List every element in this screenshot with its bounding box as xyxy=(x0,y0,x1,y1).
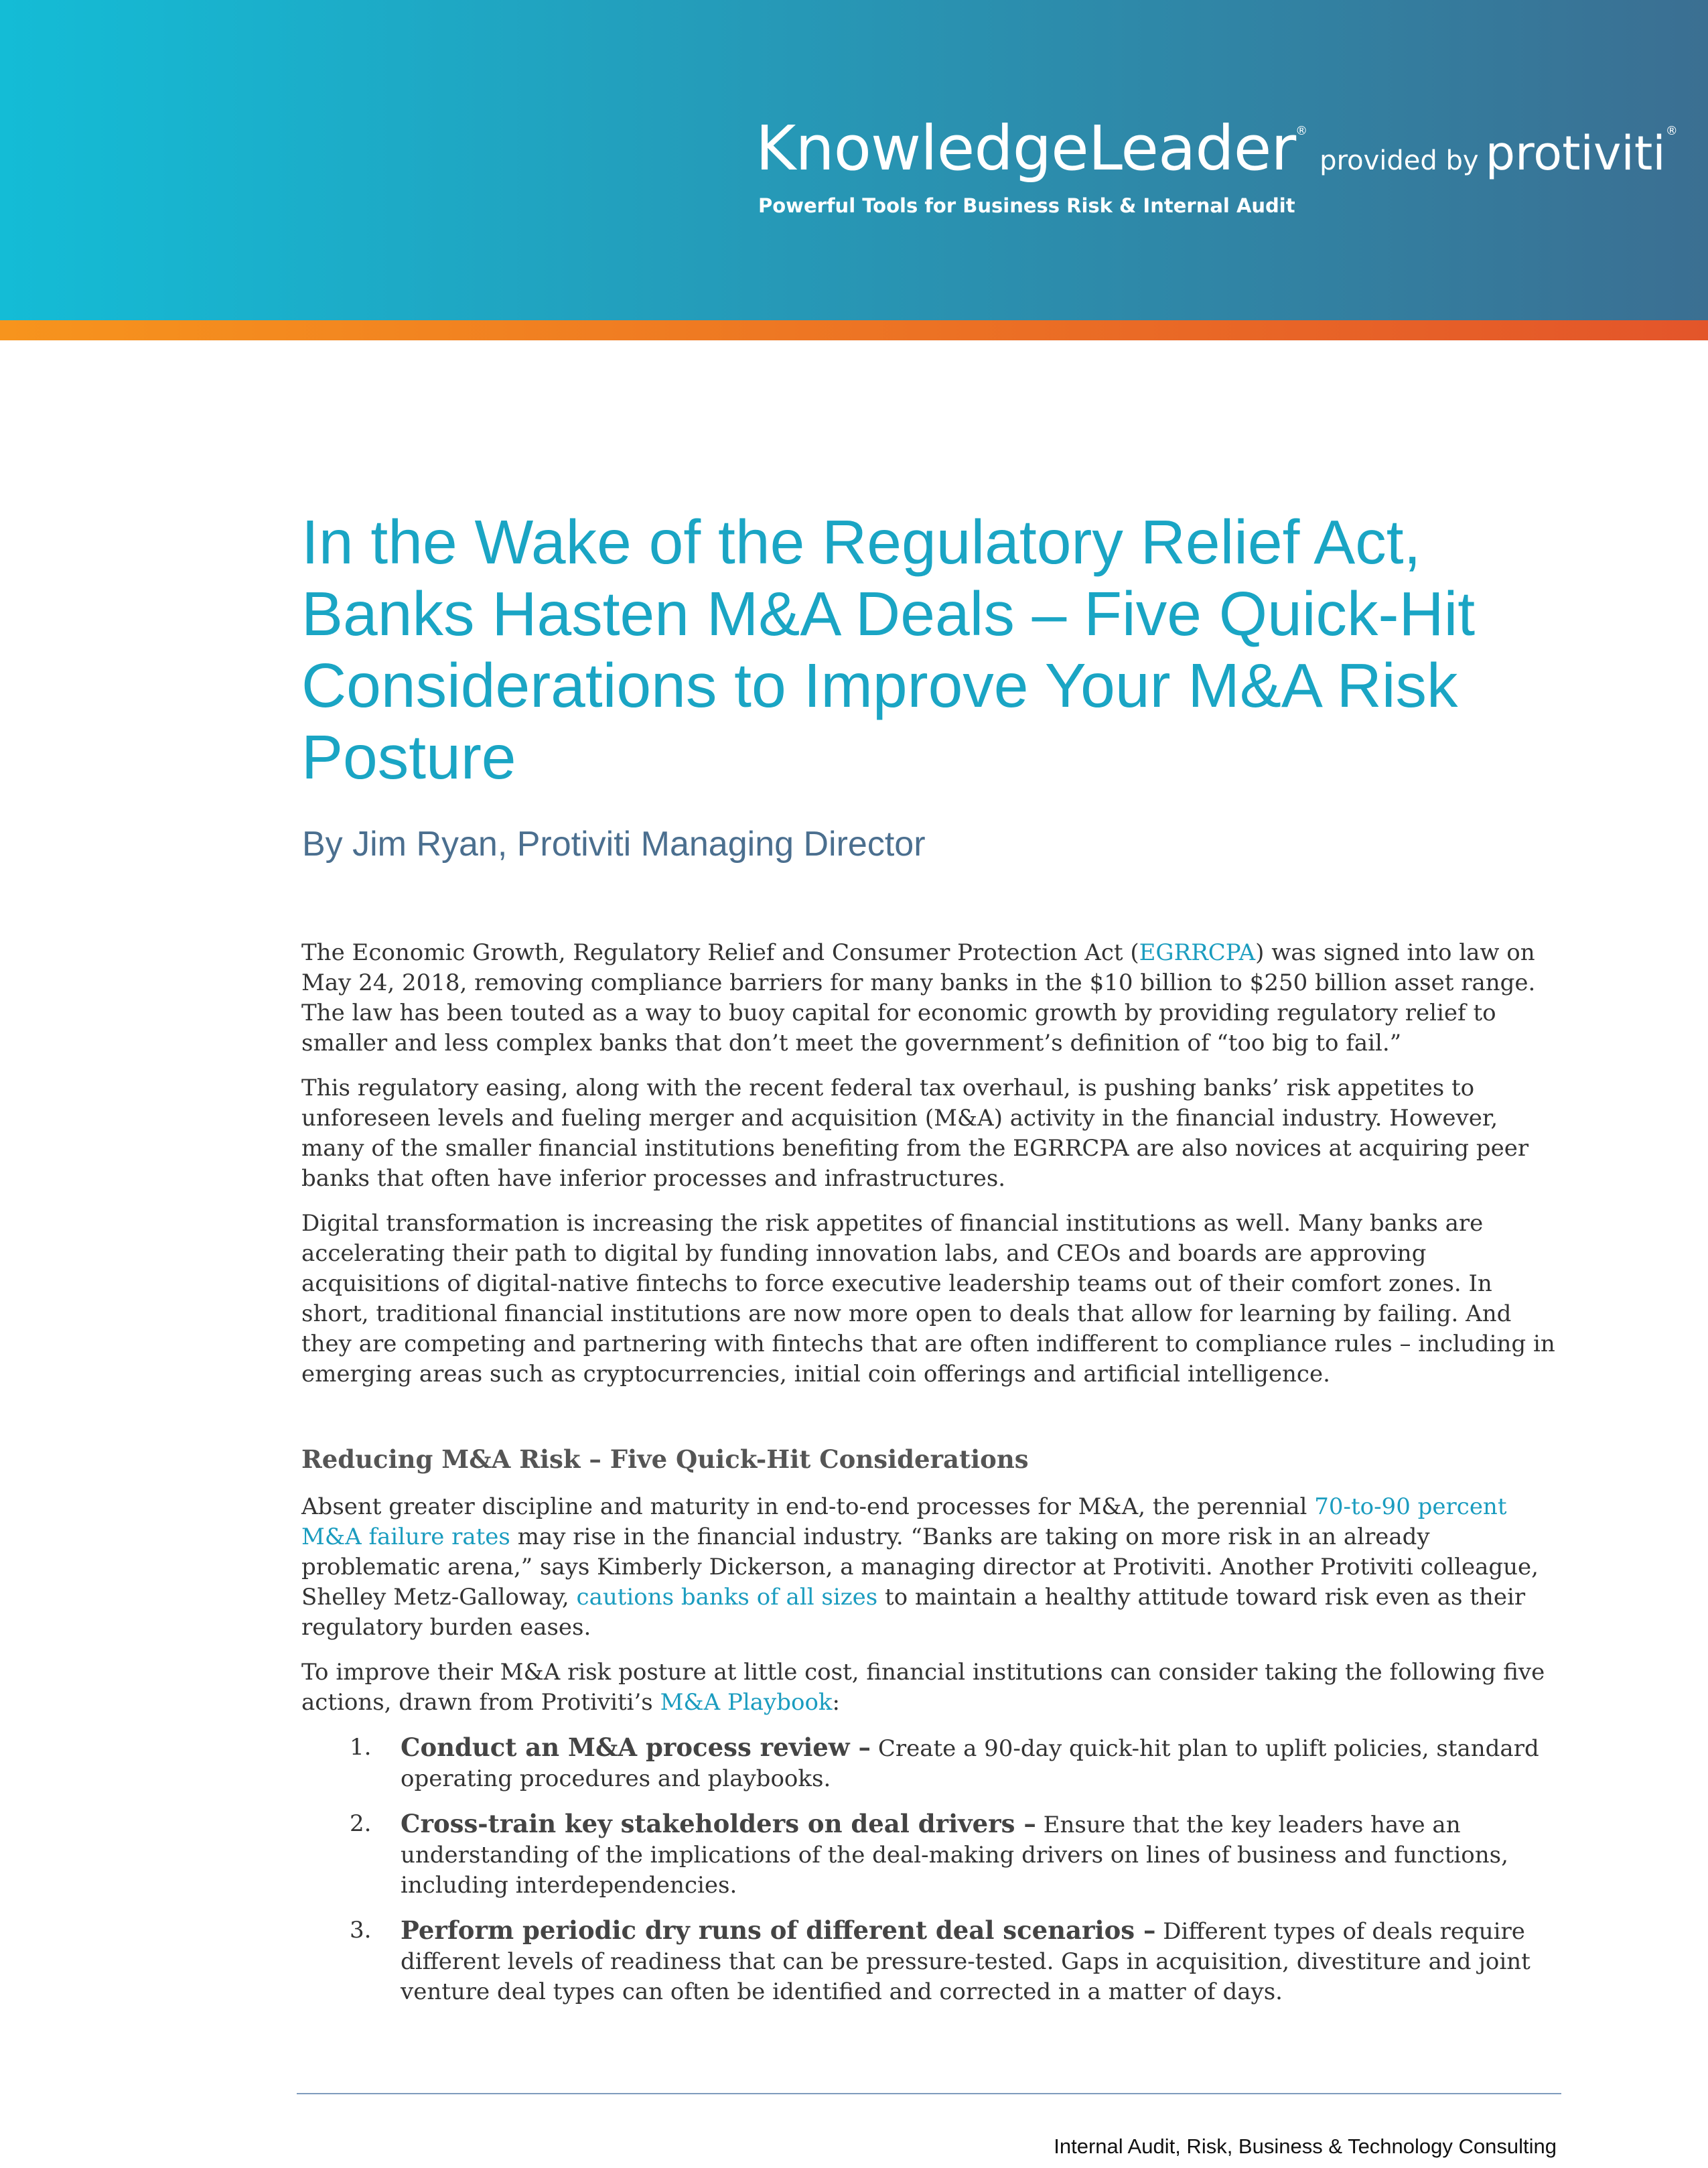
section-heading: Reducing M&A Risk – Five Quick-Hit Considerations xyxy=(301,1444,1029,1474)
failure-rates-link[interactable]: 70-to-90 percent M&A failure rates xyxy=(301,1493,1507,1550)
header-accent-stripe xyxy=(0,320,1708,340)
list-item-lead: Perform periodic dry runs of different deal scenarios – xyxy=(401,1915,1156,1945)
list-item xyxy=(301,1915,1561,2007)
actions-list xyxy=(301,1733,1561,2007)
company-name: protiviti xyxy=(1485,126,1666,181)
paragraph-text: The Economic Growth, Regulatory Relief and Consumer Protection Act ( xyxy=(301,939,1139,966)
list-number: 3. xyxy=(350,1917,372,1944)
list-item xyxy=(301,1809,1561,1901)
list-item-lead: Cross-train key stakeholders on deal drivers – xyxy=(401,1809,1036,1838)
list-item-text: Different types of deals require different levels of readiness that can be pressure-tested. Gaps in acquisition, divestiture and joint venture deal types can often be identified and corrected in a matter of days. xyxy=(401,1918,1531,2005)
footer-divider xyxy=(297,2093,1561,2094)
paragraph-regulatory-easing: This regulatory easing, along with the recent federal tax overhaul, is pushing banks’ risk appetites to unforeseen levels and fueling merger and acquisition (M&A) activity in the financial industry. However, many of the smaller financial institutions benefiting from the EGRRCPA are also novices at acquiring peer banks that often have inferior processes and infrastructures. xyxy=(301,1075,1529,1192)
paragraph-text: To improve their M&A risk posture at little cost, financial institutions can consider taking the following five actions, drawn from Protiviti’s xyxy=(301,1659,1545,1716)
article-title: In the Wake of the Regulatory Relief Act, Banks Hasten M&A Deals – Five Quick-Hit Considerations to Improve Your M&A Risk Posture xyxy=(301,507,1476,792)
paragraph-intro xyxy=(301,938,1561,1059)
paragraph-five-actions xyxy=(301,1657,1561,1718)
paragraph-text: Absent greater discipline and maturity in end-to-end processes for M&A, the perennial xyxy=(301,1493,1315,1520)
article-body xyxy=(301,938,1561,2022)
provided-by-label: provided by xyxy=(1320,145,1479,176)
list-item-text: Create a 90-day quick-hit plan to uplift policies, standard operating procedures and playbooks. xyxy=(401,1735,1539,1792)
ma-playbook-link[interactable]: M&A Playbook xyxy=(660,1689,833,1716)
paragraph-text: : xyxy=(832,1689,841,1716)
footer-text: Internal Audit, Risk, Business & Technology Consulting xyxy=(1054,2135,1557,2158)
brand-registered-mark: ® xyxy=(1295,124,1308,138)
list-number: 2. xyxy=(350,1810,372,1837)
list-number: 1. xyxy=(350,1734,372,1761)
article-byline: By Jim Ryan, Protiviti Managing Director xyxy=(302,825,926,864)
brand-name: KnowledgeLeader xyxy=(756,113,1296,184)
knowledgeleader-logo xyxy=(756,113,1690,184)
paragraph-text: may rise in the financial industry. “Banks are taking on more risk in an already problematic arena,” says Kimberly Dickerson, a managing director at Protiviti. Another Protiviti colleague, Shelley Metz-Galloway, xyxy=(301,1523,1539,1611)
cautions-banks-link[interactable]: cautions banks of all sizes xyxy=(576,1584,878,1611)
list-item xyxy=(301,1733,1561,1794)
paragraph-failure-rates xyxy=(301,1492,1561,1643)
company-registered-mark: ® xyxy=(1665,124,1678,138)
egrrcpa-link[interactable]: EGRRCPA xyxy=(1139,939,1256,966)
paragraph-text: to maintain a healthy attitude toward risk even as their regulatory burden eases. xyxy=(301,1584,1526,1641)
list-item-lead: Conduct an M&A process review – xyxy=(401,1733,871,1762)
paragraph-digital-transformation: Digital transformation is increasing the risk appetites of financial institutions as well. Many banks are accelerating their path to digital by funding innovation labs, and CEOs and boards are approving acquisitions of digital-native fintechs to force executive leadership teams out of their comfort zones. In short, traditional financial institutions are now more open to deals that allow for learning by failing. And they are competing and partnering with fintechs that are often indifferent to compliance rules – including in emerging areas such as cryptocurrencies, initial coin offerings and artificial intelligence. xyxy=(301,1210,1555,1387)
paragraph-text: ) was signed into law on May 24, 2018, removing compliance barriers for many banks in the $10 billion to $250 billion asset range. The law has been touted as a way to buoy capital for economic growth by providing regulatory relief to smaller and less complex banks that don’t meet the government’s definition of “too big to fail.” xyxy=(301,939,1536,1057)
list-item-text: Ensure that the key leaders have an understanding of the implications of the deal-making drivers on lines of business and functions, including interdependencies. xyxy=(401,1812,1508,1899)
brand-tagline: Powerful Tools for Business Risk & Internal Audit xyxy=(758,194,1295,217)
